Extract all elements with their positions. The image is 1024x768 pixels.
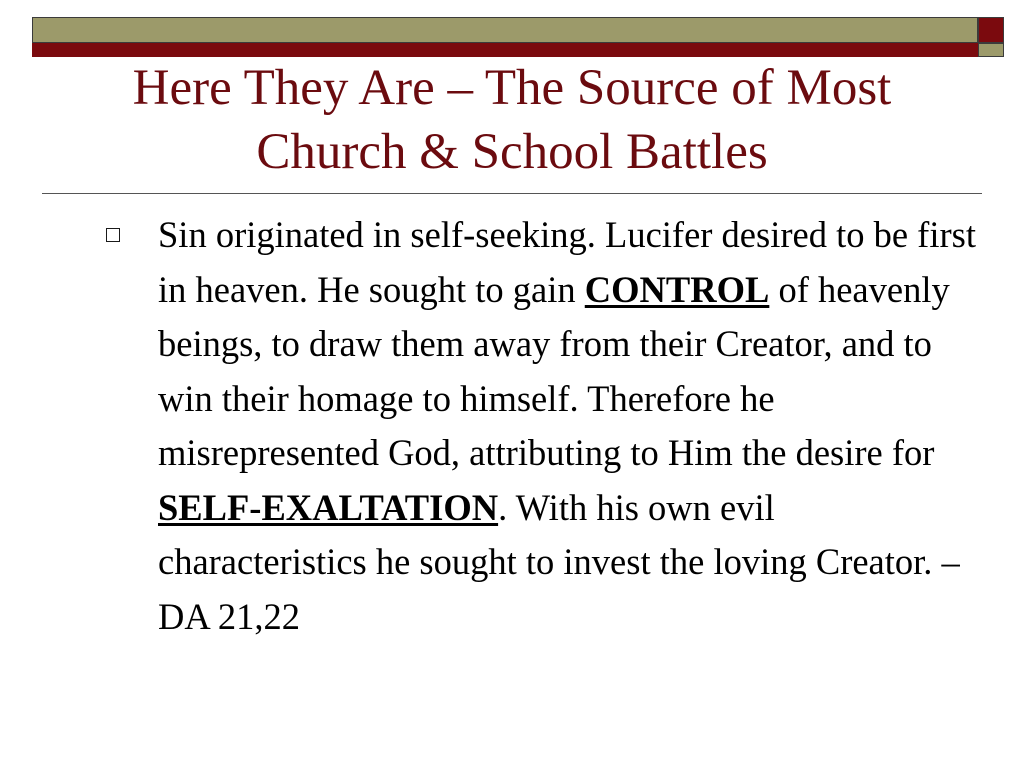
- title-divider: [42, 193, 982, 194]
- slide-title: [40, 56, 984, 184]
- header-band-olive: [32, 17, 978, 43]
- slide-title-line-1: Here They Are – The Source of Most: [132, 60, 892, 116]
- emphasis-self-exaltation: SELF-EXALTATION: [158, 486, 499, 528]
- emphasis-control: CONTROL: [584, 268, 770, 310]
- slide-title-line-2: Church & School Battles: [256, 124, 768, 180]
- bullet-item: [106, 208, 986, 644]
- header-band-maroon: [32, 43, 978, 57]
- hollow-square-bullet-icon: [106, 228, 120, 242]
- bullet-list: [106, 208, 986, 644]
- bullet-text-part-3: . With his own evil characteristics he sought to invest the loving Creator. –DA 21,22: [158, 486, 960, 637]
- bullet-text-part-2: of heavenly beings, to draw them away from their Creator, and to win their homage to himself. Therefore he misrepresented God, attributing to Him the desire for: [158, 268, 950, 473]
- corner-block-maroon: [978, 17, 1004, 43]
- bullet-text-part-1: Sin originated in self-seeking. Lucifer desired to be first in heaven. He sought to gain: [158, 214, 976, 310]
- corner-block-olive: [978, 43, 1004, 57]
